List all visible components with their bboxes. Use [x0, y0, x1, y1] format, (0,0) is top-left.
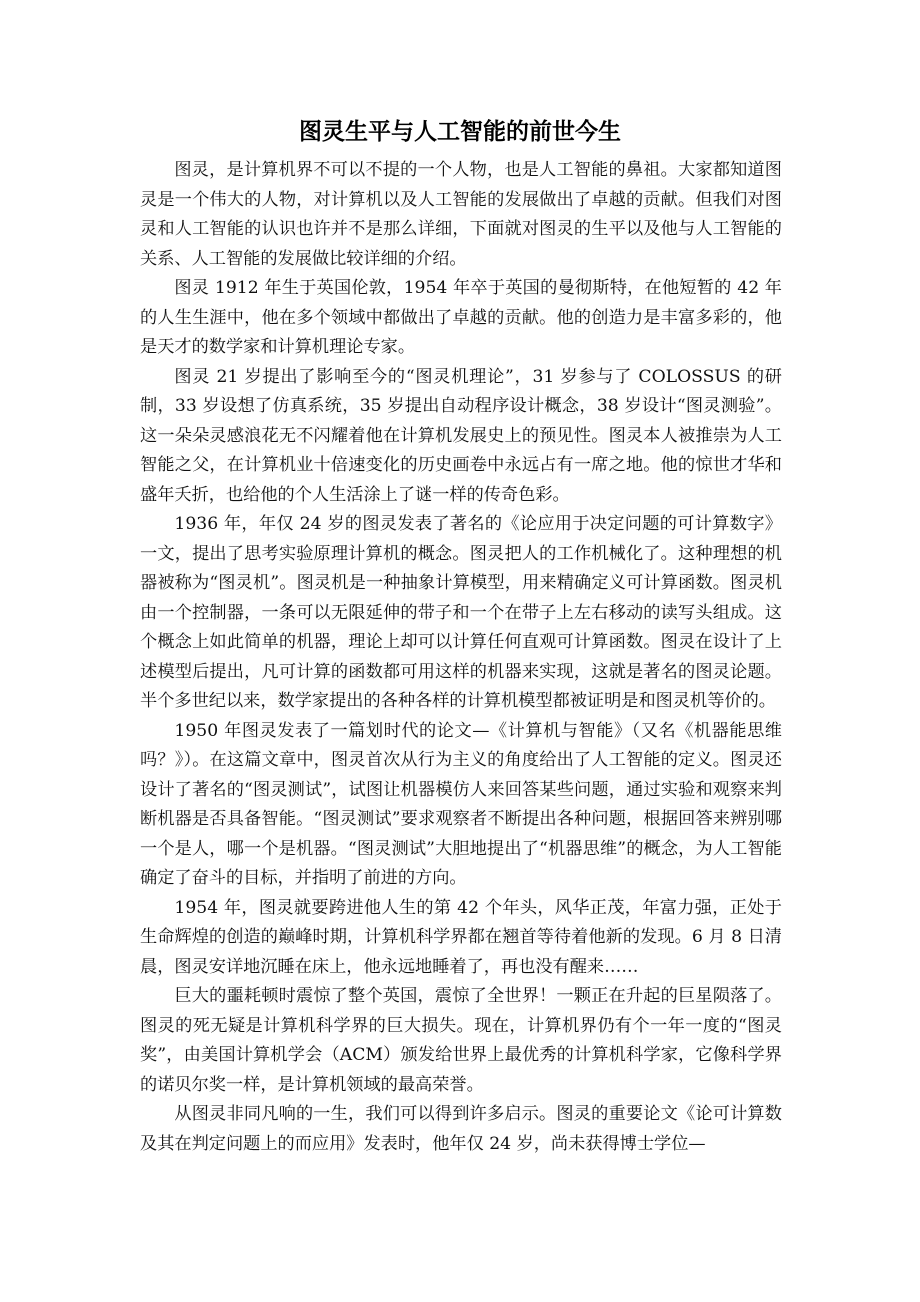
paragraph: 图灵 21 岁提出了影响至今的“图灵机理论”，31 岁参与了 COLOSSUS 的研制，33 岁设想了仿真系统，35 岁提出自动程序设计概念，38 岁设计“图灵测验”。这一朵朵灵感浪花无不闪耀着他在计算机发展史上的预见性。图灵本人被推崇为人工智能之父，在计算机业十倍速变化的历史画卷中永远占有一席之地。他的惊世才华和盛年夭折，也给他的个人生活涂上了谜一样的传奇色彩。: [140, 366, 782, 505]
paragraph: 1936 年，年仅 24 岁的图灵发表了著名的《论应用于决定问题的可计算数字》一文，提出了思考实验原理计算机的概念。图灵把人的工作机械化了。这种理想的机器被称为“图灵机”。图灵机是一种抽象计算模型，用来精确定义可计算函数。图灵机由一个控制器，一条可以无限延伸的带子和一个在带子上左右移动的读写头组成。这个概念上如此简单的机器，理论上却可以计算任何直观可计算函数。图灵在设计了上述模型后提出，凡可计算的函数都可用这样的机器来实现，这就是著名的图灵论题。半个多世纪以来，数学家提出的各种各样的计算机模型都被证明是和图灵机等价的。: [140, 514, 782, 711]
paragraph: 巨大的噩耗顿时震惊了整个英国，震惊了全世界！一颗正在升起的巨星陨落了。图灵的死无疑是计算机科学界的巨大损失。现在，计算机界仍有个一年一度的“图灵奖”，由美国计算机学会（ACM）颁发给世界上最优秀的计算机科学家，它像科学界的诺贝尔奖一样，是计算机领域的最高荣誉。: [140, 986, 782, 1095]
paragraph: 1950 年图灵发表了一篇划时代的论文—《计算机与智能》（又名《机器能思维吗？》）。在这篇文章中，图灵首次从行为主义的角度给出了人工智能的定义。图灵还设计了著名的“图灵测试”，试图让机器模仿人来回答某些问题，通过实验和观察来判断机器是否具备智能。“图灵测试”要求观察者不断提出各种问题，根据回答来辨别哪一个是人，哪一个是机器。“图灵测试”大胆地提出了“机器思维”的概念，为人工智能确定了奋斗的目标，并指明了前进的方向。: [140, 720, 782, 888]
document-body: [140, 156, 782, 1159]
document-title: 图灵生平与人工智能的前世今生: [299, 119, 621, 145]
paragraph: 图灵，是计算机界不可以不提的一个人物，也是人工智能的鼻祖。大家都知道图灵是一个伟大的人物，对计算机以及人工智能的发展做出了卓越的贡献。但我们对图灵和人工智能的认识也许并不是那么详细，下面就对图灵的生平以及他与人工智能的关系、人工智能的发展做比较详细的介绍。: [140, 160, 782, 269]
paragraph: 1954 年，图灵就要跨进他人生的第 42 个年头，风华正茂，年富力强，正处于生命辉煌的创造的巅峰时期，计算机科学界都在翘首等待着他新的发现。6 月 8 日清晨，图灵安详地沉睡在床上，他永远地睡着了，再也没有醒来……: [140, 897, 782, 977]
paragraph: 从图灵非同凡响的一生，我们可以得到许多启示。图灵的重要论文《论可计算数及其在判定问题上的而应用》发表时，他年仅 24 岁，尚未获得博士学位—: [140, 1104, 782, 1154]
paragraph: 图灵 1912 年生于英国伦敦，1954 年卒于英国的曼彻斯特，在他短暂的 42 年的人生生涯中，他在多个领域中都做出了卓越的贡献。他的创造力是丰富多彩的，他是天才的数学家和计算机理论专家。: [140, 278, 782, 357]
